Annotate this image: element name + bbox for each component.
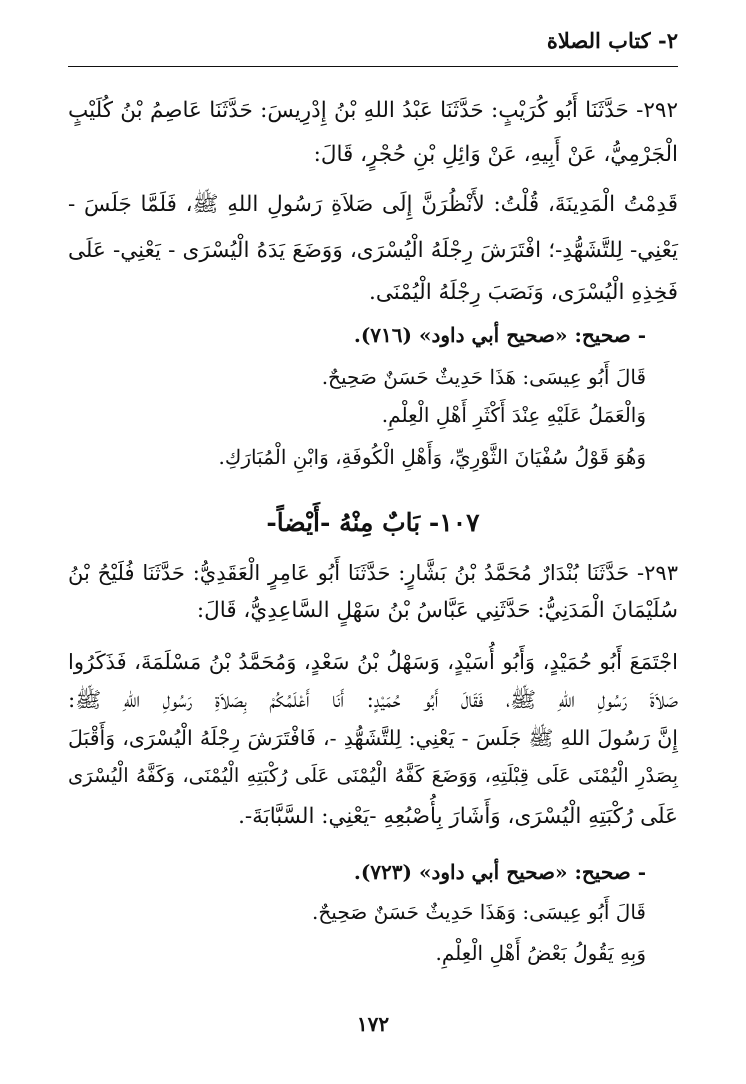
header-rule: [68, 66, 678, 67]
hadith-292-line-4: يَعْنِي- لِلتَّشَهُّدِ-؛ افْتَرَشَ رِجْلَهُ الْيُسْرَى، وَوَضَعَ يَدَهُ الْيُسْرَى - يَعْنِي- عَلَى: [68, 238, 678, 263]
hadith-292-line-2: الْجَرْمِيُّ، عَنْ أَبِيهِ، عَنْ وَائِلِ بْنِ حُجْرٍ، قَالَ:: [313, 142, 678, 167]
hadith-293-line-3: اجْتَمَعَ أَبُو حُمَيْدٍ، وَأَبُو أُسَيْدٍ، وَسَهْلُ بْنُ سَعْدٍ، وَمُحَمَّدُ بْنُ مَسْلَمَةَ، فَذَكَرُوا: [68, 650, 678, 674]
chapter-heading: ١٠٧- بَابٌ مِنْهُ -أَيْضاً-: [266, 508, 480, 537]
hadith-292-line-5: فَخِذِهِ الْيُسْرَى، وَنَصَبَ رِجْلَهُ الْيُمْنَى.: [369, 280, 678, 305]
hadith-293-line-1: ٢٩٣- حَدَّثَنَا بُنْدَارٌ مُحَمَّدُ بْنُ بَشَّارٍ: حَدَّثَنَا أَبُو عَامِرٍ الْعَقَدِيُّ: حَدَّثَنَا فُلَيْحُ بْنُ: [68, 561, 678, 585]
hadith-293-note-1: قَالَ أَبُو عِيسَى: وَهَذَا حَدِيثٌ حَسَنٌ صَحِيحٌ.: [312, 900, 646, 924]
hadith-293-line-5: إِنَّ رَسُولَ اللهِ ﷺ جَلَسَ - يَعْنِي: لِلتَّشَهُّدِ -، فَافْتَرَشَ رِجْلَهُ الْيُسْرَى، وَأَقْبَلَ: [68, 726, 678, 750]
hadith-292-grade: - صحيح: «صحيح أبي داود» (٧١٦).: [353, 323, 646, 347]
running-header: ٢- كتاب الصلاة: [546, 28, 678, 53]
hadith-293-grade: - صحيح: «صحيح أبي داود» (٧٢٣).: [353, 860, 646, 884]
hadith-293-line-6: بِصَدْرِ الْيُمْنَى عَلَى قِبْلَتِهِ، وَوَضَعَ كَفَّهُ الْيُمْنَى عَلَى رُكْبَتِهِ الْيُمْنَى، وَكَفَّهُ الْيُسْرَى: [68, 764, 678, 787]
hadith-293-note-2: وَبِهِ يَقُولُ بَعْضُ أَهْلِ الْعِلْمِ.: [435, 941, 646, 965]
hadith-293-line-2: سُلَيْمَانَ الْمَدَنِيُّ: حَدَّثَنِي عَبَّاسُ بْنُ سَهْلٍ السَّاعِدِيُّ، قَالَ:: [196, 598, 678, 623]
hadith-292-note-1: قَالَ أَبُو عِيسَى: هَذَا حَدِيثٌ حَسَنٌ صَحِيحٌ.: [321, 365, 646, 389]
hadith-292-note-3: وَهُوَ قَوْلُ سُفْيَانَ الثَّوْرِيِّ، وَأَهْلِ الْكُوفَةِ، وَابْنِ الْمُبَارَكِ.: [218, 445, 646, 469]
page-number: ١٧٢: [356, 1012, 390, 1036]
hadith-292-line-1: ٢٩٢- حَدَّثَنَا أَبُو كُرَيْبٍ: حَدَّثَنَا عَبْدُ اللهِ بْنُ إِدْرِيسَ: حَدَّثَنَا عَاصِمُ بْنُ كُلَيْبٍ: [68, 98, 678, 123]
hadith-292-note-2: وَالْعَمَلُ عَلَيْهِ عِنْدَ أَكْثَرِ أَهْلِ الْعِلْمِ.: [381, 403, 646, 427]
hadith-292-line-3: قَدِمْتُ الْمَدِينَةَ، قُلْتُ: لأَنْظُرَنَّ إِلَى صَلاَةِ رَسُولِ اللهِ ﷺ، فَلَمَّا جَلَسَ -: [68, 192, 678, 217]
hadith-293-line-7: عَلَى رُكْبَتِهِ الْيُسْرَى، وَأَشَارَ بِأُصْبُعِهِ -يَعْنِي: السَّبَّابَةَ-.: [238, 804, 678, 829]
hadith-293-line-4: صَلاَةَ رَسُولِ اللهِ ﷺ، فَقَالَ أَبُو حُمَيْدٍ: أَنَا أَعْلَمُكُمْ بِصَلاَةِ رَسُولِ اللهِ ﷺ:: [68, 688, 678, 713]
